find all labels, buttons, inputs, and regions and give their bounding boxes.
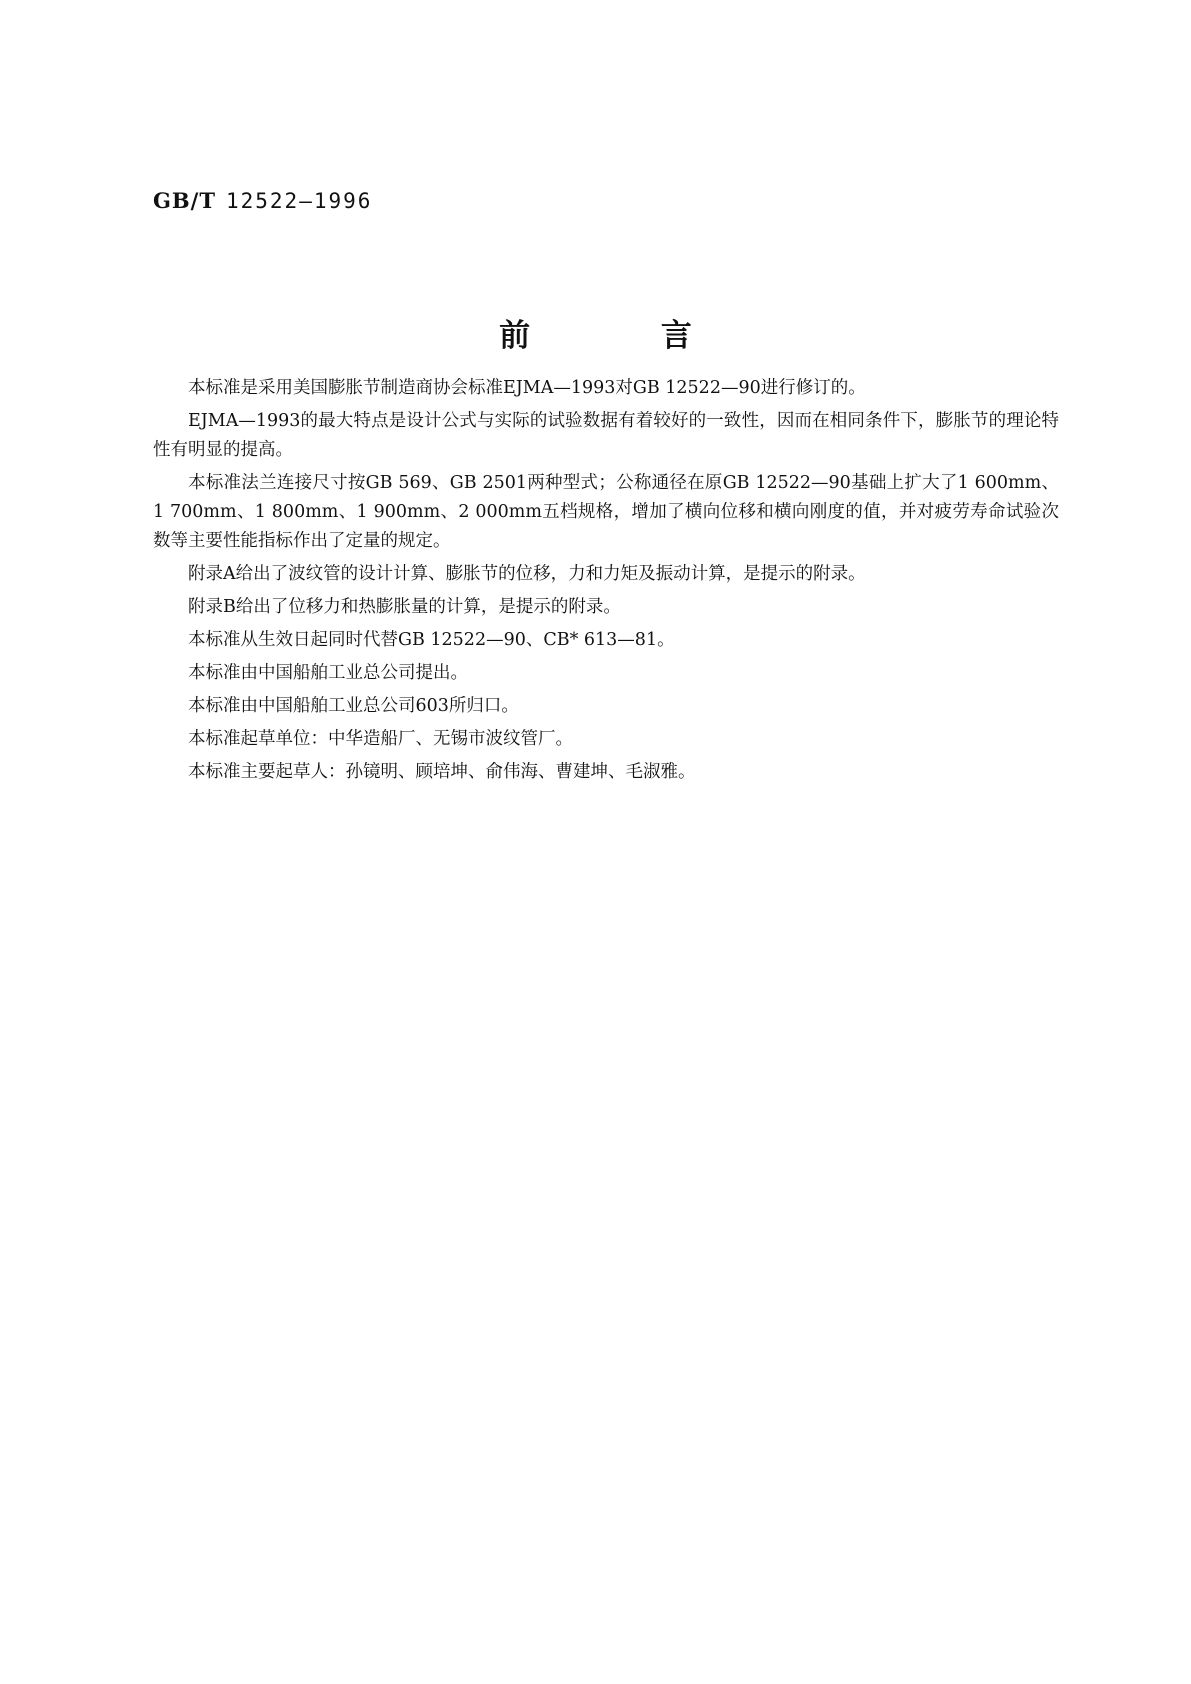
paragraph: 本标准是采用美国膨胀节制造商协会标准EJMA—1993对GB 12522—90进行修订的。: [188, 378, 866, 398]
paragraph: 本标准由中国船舶工业总公司提出。: [188, 663, 468, 683]
foreword-body: [153, 374, 1059, 791]
paragraph: 附录B给出了位移力和热膨胀量的计算，是提示的附录。: [188, 597, 621, 617]
paragraph: 本标准主要起草人：孙镜明、顾培坤、俞伟海、曹建坤、毛淑雅。: [188, 762, 696, 782]
paragraph: 本标准起草单位：中华造船厂、无锡市波纹管厂。: [188, 729, 573, 749]
paragraph: 本标准从生效日起同时代替GB 12522—90、CB* 613—81。: [188, 630, 675, 650]
paragraph: EJMA—1993的最大特点是设计公式与实际的试验数据有着较好的一致性，因而在相同条件下，膨胀节的理论特性有明显的提高。: [153, 411, 1059, 460]
paragraph: 附录A给出了波纹管的设计计算、膨胀节的位移，力和力矩及振动计算，是提示的附录。: [188, 564, 866, 584]
paragraph: 本标准法兰连接尺寸按GB 569、GB 2501两种型式；公称通径在原GB 12522—90基础上扩大了1 600mm、1 700mm、1 800mm、1 900mm、2 000mm五档规格，增加了横向位移和横向刚度的值，并对疲劳寿命试验次数等主要性能指标作出了定量的规定。: [153, 473, 1059, 551]
standard-code: [153, 188, 372, 213]
paragraph: 本标准由中国船舶工业总公司603所归口。: [188, 696, 519, 716]
section-title: 前 言: [499, 318, 752, 354]
standard-number: 12522—1996: [225, 189, 373, 213]
standard-prefix: GB/T: [153, 188, 216, 213]
